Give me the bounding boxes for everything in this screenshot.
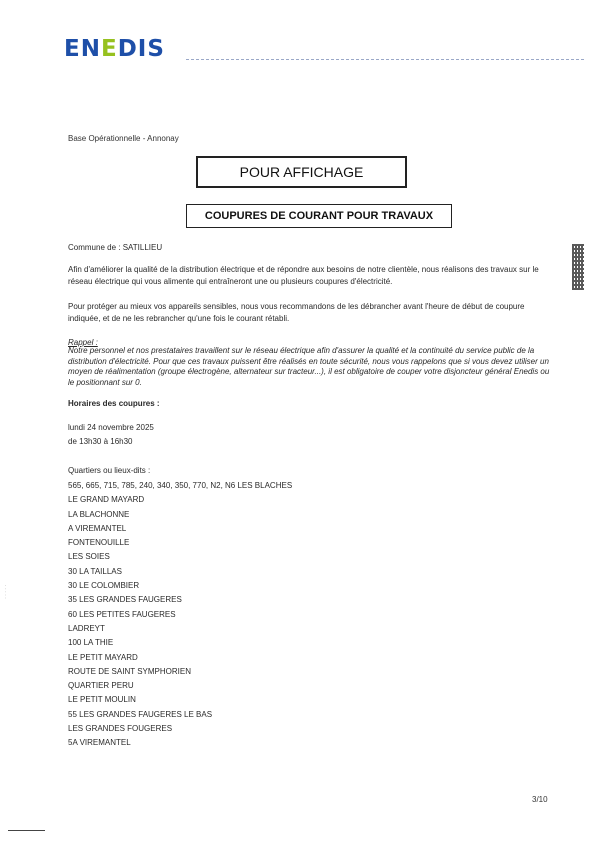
- location-item: 35 LES GRANDES FAUGERES: [68, 595, 182, 605]
- location-item: QUARTIER PERU: [68, 681, 134, 691]
- title-box: [196, 156, 407, 188]
- location-item: 30 LE COLOMBIER: [68, 581, 140, 591]
- locations-heading: Quartiers ou lieux-dits :: [68, 466, 151, 475]
- footer-rule: [8, 830, 45, 831]
- rappel-paragraph: Notre personnel et nos prestataires travaillent sur le réseau électrique afin d'assurer la qualité et la continuité du service public de la distribution d'électricité. Pour que ces travaux puissent être réalisés en toute sécurité, nous vous rappelons que si vous devez utiliser un moyen de réalimentation (groupe électrogène, alternateur sur tracteur...), il est obligatoire de couper votre disjoncteur général Enedis ou le positionnant sur 0.: [68, 346, 550, 387]
- advice-paragraph: Pour protéger au mieux vos appareils sensibles, nous vous recommandons de les débrancher avant l'heure de début de coupure indiquée, et de ne les rebrancher qu'une fois le courant rétabli.: [68, 302, 525, 323]
- enedis-logo: [64, 36, 165, 62]
- location-item: 30 LA TAILLAS: [68, 566, 122, 576]
- logo-text-accent: E: [100, 36, 118, 62]
- location-item: ROUTE DE SAINT SYMPHORIEN: [68, 666, 191, 676]
- datamatrix-code: [572, 244, 584, 290]
- rappel-heading: Rappel :: [68, 338, 98, 347]
- location-item: 565, 665, 715, 785, 240, 340, 350, 770, N2, N6 LES BLACHES: [68, 481, 293, 490]
- logo-text-rest: DIS: [117, 36, 165, 62]
- location-item: 60 LES PETITES FAUGERES: [68, 609, 176, 619]
- location-item: A VIREMANTEL: [68, 523, 127, 533]
- outage-time: de 13h30 à 16h30: [68, 437, 133, 446]
- subtitle-box: [186, 204, 452, 228]
- page-title: POUR AFFICHAGE: [239, 164, 364, 180]
- outage-date: lundi 24 novembre 2025: [68, 423, 154, 432]
- location-item: LE PETIT MAYARD: [68, 652, 138, 662]
- location-item: LADREYT: [68, 623, 105, 633]
- schedule-heading: Horaires des coupures :: [68, 399, 160, 408]
- location-item: 100 LA THIE: [68, 638, 114, 648]
- locations-list: [68, 479, 292, 751]
- page-number: 3/10: [532, 795, 548, 804]
- commune-line: Commune de : SATILLIEU: [68, 243, 163, 252]
- location-item: LA BLACHONNE: [68, 509, 130, 519]
- scan-margin-mark: · · · · ·: [3, 585, 9, 599]
- location-item: LE PETIT MOULIN: [68, 695, 136, 705]
- base-operationnelle: Base Opérationnelle - Annonay: [68, 134, 179, 143]
- location-item: LE GRAND MAYARD: [68, 495, 145, 505]
- logo-text-main: EN: [64, 36, 101, 62]
- location-item: LES SOIES: [68, 552, 110, 562]
- location-item: LES GRANDES FOUGERES: [68, 724, 173, 734]
- page-subtitle: COUPURES DE COURANT POUR TRAVAUX: [204, 210, 434, 222]
- location-item: FONTENOUILLE: [68, 538, 130, 548]
- intro-paragraph: Afin d'améliorer la qualité de la distribution électrique et de répondre aux besoins de notre clientèle, nous réalisons des travaux sur le réseau électrique qui vous alimente qui entraîneront une ou plusieurs coupures d'électricité.: [68, 265, 539, 286]
- location-item: 5A VIREMANTEL: [68, 738, 131, 748]
- location-item: 55 LES GRANDES FAUGERES LE BAS: [68, 709, 213, 719]
- header-divider: [186, 59, 584, 60]
